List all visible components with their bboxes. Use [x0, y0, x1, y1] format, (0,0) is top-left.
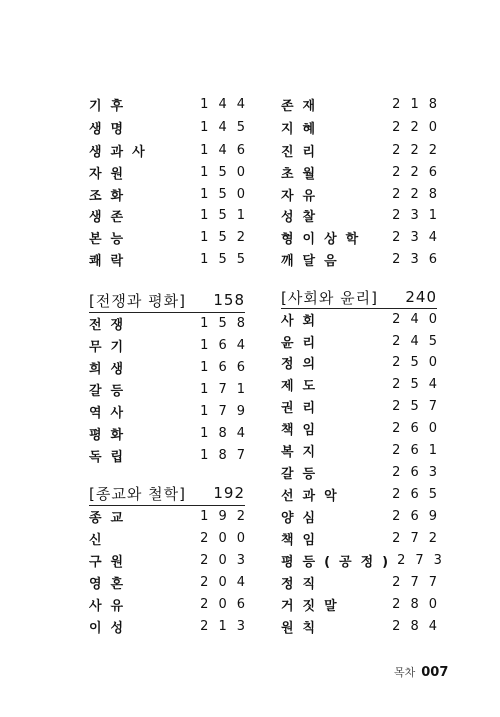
toc-page-number: 277 [392, 574, 447, 590]
toc-term: 독립 [89, 449, 133, 465]
toc-page-number: 171 [200, 381, 255, 397]
toc-term: 존재 [281, 98, 325, 114]
toc-term: 사유 [89, 598, 133, 614]
toc-page-number: 261 [392, 442, 447, 458]
toc-entry[interactable] [281, 331, 447, 351]
toc-term: 생과사 [89, 144, 154, 160]
toc-page-number: 203 [200, 552, 255, 568]
toc-term: 정직 [281, 576, 325, 592]
toc-entry[interactable] [281, 374, 447, 394]
section-heading[interactable] [281, 286, 437, 308]
toc-entry[interactable] [89, 162, 255, 182]
toc-term: 원칙 [281, 620, 325, 636]
toc-entry[interactable] [89, 184, 255, 204]
toc-page-number: 254 [392, 376, 447, 392]
toc-entry[interactable] [281, 572, 447, 592]
toc-entry[interactable] [89, 227, 255, 247]
toc-page-number: 273 [397, 552, 452, 568]
toc-term: 갈등 [89, 383, 133, 399]
toc-term: 구원 [89, 554, 133, 570]
section-heading[interactable] [89, 289, 245, 311]
toc-entry[interactable] [89, 528, 255, 548]
toc-entry[interactable] [281, 140, 447, 160]
toc-entry[interactable] [89, 117, 255, 137]
toc-term: 생명 [89, 121, 133, 137]
toc-entry[interactable] [281, 94, 447, 114]
toc-page-number: 263 [392, 464, 447, 480]
toc-term: 전쟁 [89, 317, 133, 333]
toc-term: 책임 [281, 422, 325, 438]
toc-page-number: 206 [200, 596, 255, 612]
toc-page-number: 152 [200, 229, 255, 245]
toc-term: 이성 [89, 620, 133, 636]
toc-term: 평등(공정) [281, 554, 398, 570]
toc-entry[interactable] [281, 162, 447, 182]
toc-page-number: 145 [200, 119, 255, 135]
toc-entry[interactable] [89, 423, 255, 443]
section-heading[interactable] [89, 482, 245, 504]
toc-term: 제도 [281, 378, 325, 394]
section-title: [전쟁과 평화] [89, 291, 186, 310]
toc-term: 자유 [281, 188, 325, 204]
toc-entry[interactable] [89, 357, 255, 377]
toc-page-number: 250 [392, 354, 447, 370]
toc-page-number: 155 [200, 251, 255, 267]
toc-page-number: 272 [392, 530, 447, 546]
toc-page-number: 192 [200, 508, 255, 524]
toc-entry[interactable] [89, 550, 255, 570]
toc-entry[interactable] [281, 462, 447, 482]
footer-label: 목차 [394, 666, 416, 679]
toc-entry[interactable] [281, 440, 447, 460]
toc-entry[interactable] [281, 418, 447, 438]
toc-entry[interactable] [281, 550, 452, 570]
toc-entry[interactable] [89, 140, 255, 160]
toc-page-number: 204 [200, 574, 255, 590]
toc-term: 정의 [281, 356, 325, 372]
toc-entry[interactable] [89, 94, 255, 114]
toc-page-number: 245 [392, 333, 447, 349]
toc-term: 본능 [89, 231, 133, 247]
toc-page-number: 265 [392, 486, 447, 502]
toc-page-number: 284 [392, 618, 447, 634]
toc-page-number: 150 [200, 186, 255, 202]
toc-entry[interactable] [89, 616, 255, 636]
toc-entry[interactable] [89, 379, 255, 399]
toc-page-number: 280 [392, 596, 447, 612]
toc-page-number: 231 [392, 207, 447, 223]
toc-entry[interactable] [89, 313, 255, 333]
toc-entry[interactable] [281, 616, 447, 636]
toc-term: 권리 [281, 400, 325, 416]
toc-page-number: 151 [200, 207, 255, 223]
toc-term: 성찰 [281, 209, 325, 225]
toc-entry[interactable] [89, 205, 255, 225]
toc-page-number: 179 [200, 403, 255, 419]
toc-page-number: 257 [392, 398, 447, 414]
toc-page-number: 228 [392, 186, 447, 202]
toc-entry[interactable] [281, 484, 447, 504]
footer-page-number: 007 [421, 664, 449, 680]
toc-entry[interactable] [281, 117, 447, 137]
toc-term: 평화 [89, 427, 133, 443]
toc-entry[interactable] [89, 572, 255, 592]
toc-page-number: 240 [392, 311, 447, 327]
toc-term: 거짓말 [281, 598, 346, 614]
toc-page-number: 269 [392, 508, 447, 524]
toc-term: 종교 [89, 510, 133, 526]
toc-page-number: 260 [392, 420, 447, 436]
toc-entry[interactable] [281, 227, 447, 247]
toc-entry[interactable] [89, 594, 255, 614]
toc-term: 무기 [89, 339, 133, 355]
toc-page-number: 213 [200, 618, 255, 634]
toc-page-number: 234 [392, 229, 447, 245]
section-page-number: 158 [213, 291, 245, 309]
toc-entry[interactable] [89, 335, 255, 355]
toc-term: 생존 [89, 209, 133, 225]
section-page-number: 240 [405, 288, 437, 306]
toc-entry[interactable] [89, 445, 255, 465]
toc-term: 초월 [281, 166, 325, 182]
toc-term: 기후 [89, 98, 133, 114]
section-page-number: 192 [213, 484, 245, 502]
toc-entry[interactable] [281, 594, 447, 614]
toc-term: 자원 [89, 166, 133, 182]
toc-page-number: 164 [200, 337, 255, 353]
toc-entry[interactable] [89, 249, 255, 269]
toc-page-number: 218 [392, 96, 447, 112]
toc-entry[interactable] [281, 528, 447, 548]
toc-page-number: 144 [200, 96, 255, 112]
toc-entry[interactable] [281, 506, 447, 526]
toc-term: 윤리 [281, 335, 325, 351]
toc-entry[interactable] [281, 205, 447, 225]
toc-page-number: 150 [200, 164, 255, 180]
toc-term: 책임 [281, 532, 325, 548]
section-title: [사회와 윤리] [281, 288, 378, 307]
toc-entry[interactable] [281, 249, 447, 269]
toc-term: 희생 [89, 361, 133, 377]
page-footer [394, 663, 454, 681]
toc-page-number: 226 [392, 164, 447, 180]
toc-term: 역사 [89, 405, 133, 421]
toc-term: 깨달음 [281, 253, 346, 269]
toc-page-number: 220 [392, 119, 447, 135]
toc-term: 양심 [281, 510, 325, 526]
toc-page-number: 166 [200, 359, 255, 375]
toc-term: 신 [89, 532, 111, 548]
toc-term: 지혜 [281, 121, 325, 137]
toc-entry[interactable] [281, 184, 447, 204]
toc-entry[interactable] [281, 309, 447, 329]
toc-entry[interactable] [89, 401, 255, 421]
toc-page-number: 184 [200, 425, 255, 441]
toc-term: 진리 [281, 144, 325, 160]
toc-term: 갈등 [281, 466, 325, 482]
toc-term: 조화 [89, 188, 133, 204]
toc-entry[interactable] [89, 506, 255, 526]
section-title: [종교와 철학] [89, 484, 186, 503]
toc-entry[interactable] [281, 396, 447, 416]
toc-term: 복지 [281, 444, 325, 460]
toc-page-number: 200 [200, 530, 255, 546]
toc-page-number: 146 [200, 142, 255, 158]
toc-term: 형이상학 [281, 231, 368, 247]
toc-page-number: 158 [200, 315, 255, 331]
toc-term: 쾌락 [89, 253, 133, 269]
toc-page-number: 222 [392, 142, 447, 158]
toc-term: 사회 [281, 313, 325, 329]
toc-page-number: 236 [392, 251, 447, 267]
toc-term: 선과악 [281, 488, 346, 504]
toc-entry[interactable] [281, 352, 447, 372]
toc-page-number: 187 [200, 447, 255, 463]
toc-term: 영혼 [89, 576, 133, 592]
